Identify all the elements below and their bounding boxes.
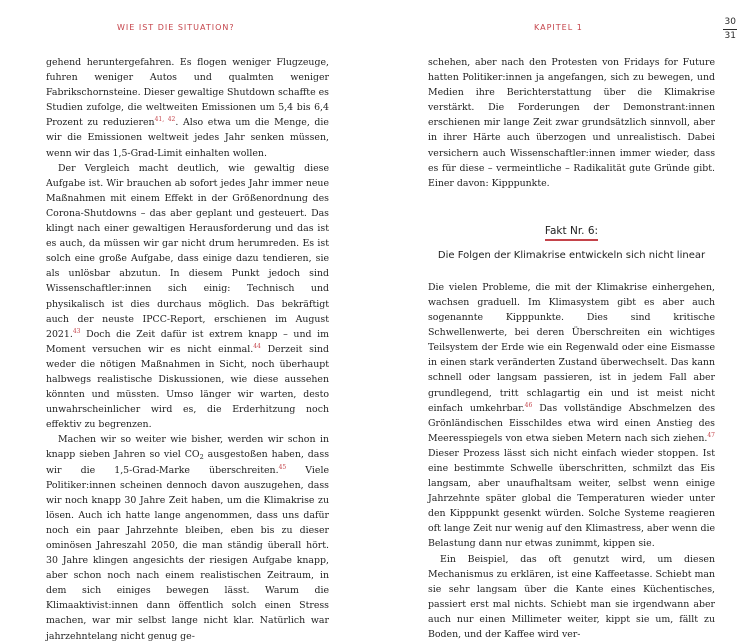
running-head-left: WIE IST DIE SITUATION?: [117, 23, 235, 32]
footnote-ref[interactable]: 41, 42: [154, 116, 176, 124]
fact-heading: [428, 224, 715, 262]
text-run: Ein Beispiel, das oft genutzt wird, um diesen Mechanismus zu erklären, ist eine Kaffeetasse. Schiebt man sie sehr langsam über die Kante eines Küchentisches, passiert erst mal nichts. Schiebt man sie irgendwann aber auch nur einen Millimeter weiter, kippt sie um, fällt zu Boden, und der Kaffee wird ver-: [428, 553, 715, 640]
left-page: [0, 0, 375, 642]
paragraph: [428, 280, 715, 552]
footnote-ref[interactable]: 47: [707, 431, 715, 439]
left-body-text: [46, 55, 329, 644]
paragraph: [46, 161, 329, 433]
paragraph: [428, 55, 715, 191]
footnote-ref[interactable]: 45: [278, 463, 287, 471]
fact-subtitle: Die Folgen der Klimakrise entwickeln sich nicht linear: [437, 249, 706, 261]
footnote-ref[interactable]: 44: [253, 342, 261, 350]
text-run: schehen, aber nach den Protesten von Fridays for Future hatten Politiker:innen ja angefangen, sich zu bewegen, und Medien ihre Berichterstattung über die Klimakrise verstärkt. Die Forderungen der Demonstrant:innen erschienen mir lange Zeit zwar grundsätzlich sinnvoll, aber in ihrer Härte auch überzogen und unrealistisch. Dabei versichern auch Wissenschaftler:innen immer wieder, dass es für diese – vermeintliche – Radikalität gute Gründe gibt. Einer davon: Kipppunkte.: [428, 57, 715, 189]
fact-body: [428, 280, 715, 642]
paragraph: [428, 552, 715, 643]
text-run: Viele Politiker:innen scheinen dennoch davon auszugehen, dass wir noch knapp 30 Jahre Zeit haben, um die Klimakrise zu lösen. Auch ich hatte lange angenommen, dass uns dafür noch ein paar Jahrzehnte bleiben, eben bis zu dieser ominösen Jahreszahl 2050, die man ständig überall hört. 30 Jahre klingen angesichts der riesigen Aufgabe knapp, aber schon noch nach einem realistischen Zeitraum, in dem sich einiges bewegen lässt. Warum die Klimaaktivist:innen dann öffentlich solch einen Stress machen, war mir selbst lange nicht klar. Natürlich war jahrzehntelang nicht genug ge-: [46, 464, 329, 642]
text-run: Doch die Zeit dafür ist extrem knapp – und im Moment versuchen wir es nicht einmal.: [46, 328, 329, 355]
right-body-text: [428, 55, 715, 642]
text-run: . Also etwa um die Menge, die wir die Emissionen weltweit jedes Jahr senken müssen, wenn wir das 1,5-Grad-Limit einhalten wollen.: [46, 117, 329, 159]
text-run: Derzeit sind weder die nötigen Maßnahmen in Sicht, noch überhaupt halbwegs realistische Diskussionen, wie diese aussehen könnten und müssten. Umso länger wir warten, desto unwahrscheinlicher wird es, die Erderhitzung noch effektiv zu begrenzen.: [46, 343, 330, 431]
page-number-bottom: 31: [724, 31, 736, 41]
intro-paragraph: [428, 55, 715, 191]
fact-title: Fakt Nr. 6:: [545, 224, 598, 241]
right-page: [375, 0, 750, 640]
footnote-ref[interactable]: 43: [72, 327, 81, 335]
running-head-right: KAPITEL 1: [534, 23, 583, 32]
paragraph: [46, 432, 329, 643]
paragraph: [46, 55, 329, 161]
text-run: gehend heruntergefahren. Es flogen weniger Flugzeuge, fuhren weniger Autos und qualmten weniger Fabrikschornsteine. Dieser gewaltige Shutdown schaffte es Studien zufolge, die weltweiten Emissionen um 5,4 bis 6,4 Prozent zu reduzieren: [46, 57, 329, 129]
page-number-top: 30: [724, 17, 736, 27]
subscript: 2: [199, 453, 204, 462]
text-run: ausgestoßen haben, dass wir die 1,5-Grad-Marke überschreiten.: [46, 449, 330, 476]
text-run: Das vollständige Abschmelzen des Grönländischen Eisschildes etwa wird einen Anstieg des Meeresspiegels von etwa sieben Metern nach sich ziehen.: [428, 402, 716, 444]
text-run: Dieser Prozess lässt sich nicht einfach wieder stoppen. Ist eine bestimmte Schwelle überschritten, schmilzt das Eis langsam, aber unaufhaltsam weiter, selbst wenn einige Jahrzehnte später global die Temperaturen wieder unter den Kipppunkt gesenkt würden. Solche Systeme reagieren oft lange Zeit nur wenig auf den Klimastress, aber wenn die Belastung dann nur etwas zunimmt, kippen sie.: [428, 447, 715, 550]
page-number-divider: [723, 29, 737, 30]
text-run: Die vielen Probleme, die mit der Klimakrise einhergehen, wachsen graduell. Im Klimasystem gibt es aber auch sogenannte Kipppunkte. Dies sind kritische Schwellenwerte, bei deren Überschreiten ein wichtiges Teilsystem der Erde wie ein Regenwald oder eine Eismasse in einen stark veränderten Zustand überwechselt. Das kann schnell oder langsam passieren, ist in jedem Fall aber grundlegend, tritt schlagartig ein und ist meist nicht einfach umkehrbar.: [428, 281, 715, 414]
footnote-ref[interactable]: 46: [524, 401, 533, 409]
text-run: Der Vergleich macht deutlich, wie gewaltig diese Aufgabe ist. Wir brauchen ab sofort jedes Jahr immer neue Maßnahmen mit einem Effekt in der Größenordnung des Corona-Shutdowns – das aber geplant und gesteuert. Das klingt nach einer gewaltigen Herausforderung und das ist es auch, da müssen wir gar nicht drum herumreden. Es ist solch eine große Aufgabe, dass einige dazu tendieren, sie als unlösbar abzutun. In diesem Punkt jedoch sind Wissenschaftler:innen sich einig: Technisch und physikalisch ist dies durchaus möglich. Das bekräftigt auch der neuste IPCC-Report, erschienen im August 2021.: [46, 162, 329, 340]
text-run: Machen wir so weiter wie bisher, werden wir schon in knapp sieben Jahren so viel CO: [46, 434, 329, 461]
